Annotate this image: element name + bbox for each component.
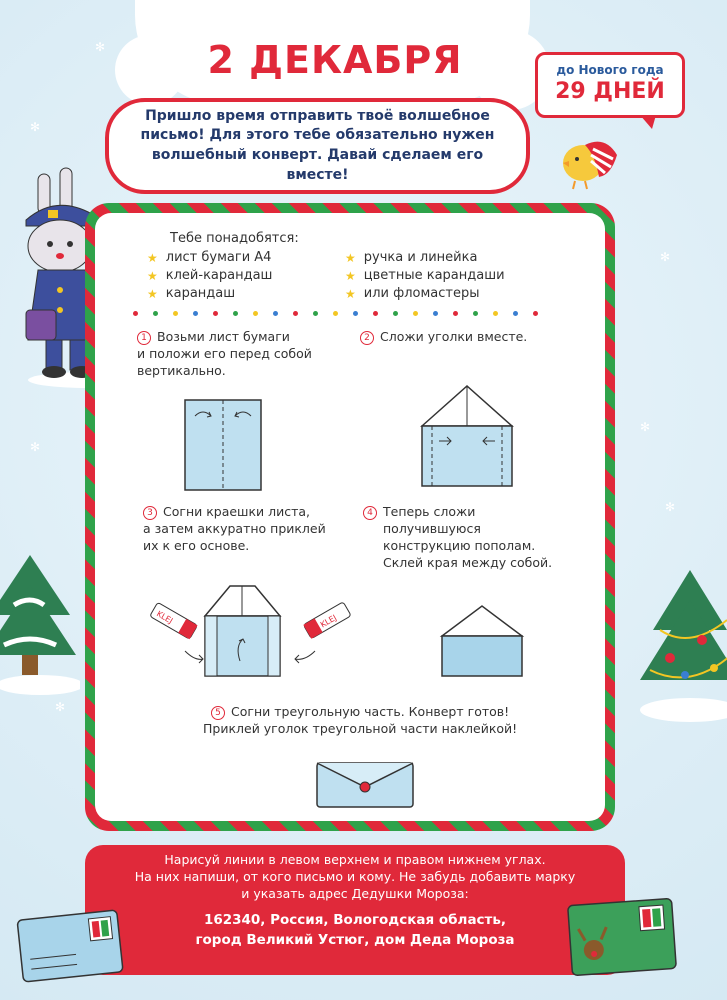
step-line: и положи его перед собой [137,346,312,361]
address-line: 162340, Россия, Вологодская область, [203,912,507,928]
divider-dot [493,311,498,316]
step-number: 2 [360,331,374,345]
snowflake-icon: ✻ [55,700,66,714]
divider-dot [353,311,358,316]
colored-dots-divider [133,311,538,316]
needs-item [147,285,272,303]
needs-list-left [147,249,272,303]
instruction-line: На них напиши, от кого письмо и кому. Не забудь добавить марку [134,869,576,884]
christmas-tree-left-illustration [0,555,80,695]
step-line: Приклей уголок треугольной части наклейкой! [203,721,518,736]
star-icon: ★ [345,269,356,283]
step-line: Согни краешки листа, [163,504,311,519]
step-line: Согни треугольную часть. Конверт готов! [231,704,510,719]
step-line: конструкцию пополам. [383,538,536,553]
step-2-illustration [417,381,517,491]
step-2-text [360,328,527,345]
divider-dot [473,311,478,316]
snowflake-icon: ✻ [665,500,676,514]
step-3-text [143,503,326,554]
step-line: Теперь сложи [383,504,476,519]
step-line: а затем аккуратно приклей [143,521,326,536]
needs-heading: Тебе понадобятся: [170,231,299,246]
instruction-line: Нарисуй линии в левом верхнем и правом нижнем углах. [164,852,546,867]
needs-item-label: или фломастеры [363,286,480,301]
instruction-line: и указать адрес Дедушки Мороза: [241,886,469,901]
needs-item-label: карандаш [165,286,236,301]
countdown-badge [535,52,685,118]
divider-dot [433,311,438,316]
needs-item [147,249,272,267]
step-number: 3 [143,506,157,520]
step-4-illustration [437,601,527,681]
needs-item-label: лист бумаги А4 [165,250,272,265]
instructions-panel [95,213,605,821]
star-icon: ★ [147,251,158,265]
step-1-illustration [183,398,263,493]
address-info-banner [85,845,625,975]
divider-dot [313,311,318,316]
divider-dot [273,311,278,316]
intro-speech-bubble [105,98,530,194]
step-line: Возьми лист бумаги [157,329,290,344]
needs-item [345,285,505,303]
divider-dot [173,311,178,316]
divider-dot [153,311,158,316]
divider-dot [513,311,518,316]
countdown-label: до Нового года [556,63,664,77]
glue-stick-label: KLEJ [155,609,175,626]
star-icon: ★ [147,287,158,301]
christmas-tree-right-illustration [630,570,727,730]
address-instructions [100,851,610,902]
divider-dot [253,311,258,316]
needs-item-label: цветные карандаши [363,268,505,283]
divider-dot [133,311,138,316]
instructions-frame [85,203,615,831]
snowflake-icon: ✻ [95,40,106,54]
needs-item [147,267,272,285]
page-title: 2 ДЕКАБРЯ [207,38,463,82]
divider-dot [393,311,398,316]
star-icon: ★ [147,269,158,283]
divider-dot [233,311,238,316]
envelope-illustration [315,761,415,811]
needs-item [345,249,505,267]
postcard-left-illustration [15,905,125,985]
step-line: получившуюся [383,521,481,536]
step-5-text [203,703,517,737]
intro-text: Пришло время отправить твоё волшебное письмо! Для этого тебе обязательно нужен волшебный конверт. Давай сделаем его вместе! [140,107,495,183]
step-1-text [137,328,312,379]
needs-list-right [345,249,505,303]
snowflake-icon: ✻ [640,420,651,434]
divider-dot [413,311,418,316]
postcard-right-illustration [565,890,680,985]
divider-dot [453,311,458,316]
divider-dot [533,311,538,316]
step-number: 5 [211,706,225,720]
divider-dot [193,311,198,316]
snowflake-icon: ✻ [30,440,41,454]
divider-dot [293,311,298,316]
countdown-value: 29 ДНЕЙ [555,79,665,104]
snowflake-icon: ✻ [660,250,671,264]
step-4-text [363,503,552,571]
needs-item-label: клей-карандаш [165,268,273,283]
divider-dot [213,311,218,316]
snowflake-icon: ✻ [30,120,41,134]
step-3-illustration [145,581,355,681]
step-line: Сложи уголки вместе. [380,329,528,344]
star-icon: ★ [345,251,356,265]
address-line: город Великий Устюг, дом Деда Мороза [195,932,515,948]
santa-address [100,910,610,950]
step-line: Склей края между собой. [383,555,553,570]
divider-dot [333,311,338,316]
step-number: 4 [363,506,377,520]
glue-stick-label: KLEJ [318,613,339,630]
bird-illustration [555,125,625,195]
step-line: вертикально. [137,363,226,378]
needs-item-label: ручка и линейка [363,250,478,265]
step-number: 1 [137,331,151,345]
needs-item [345,267,505,285]
divider-dot [373,311,378,316]
star-icon: ★ [345,287,356,301]
step-line: их к его основе. [143,538,250,553]
